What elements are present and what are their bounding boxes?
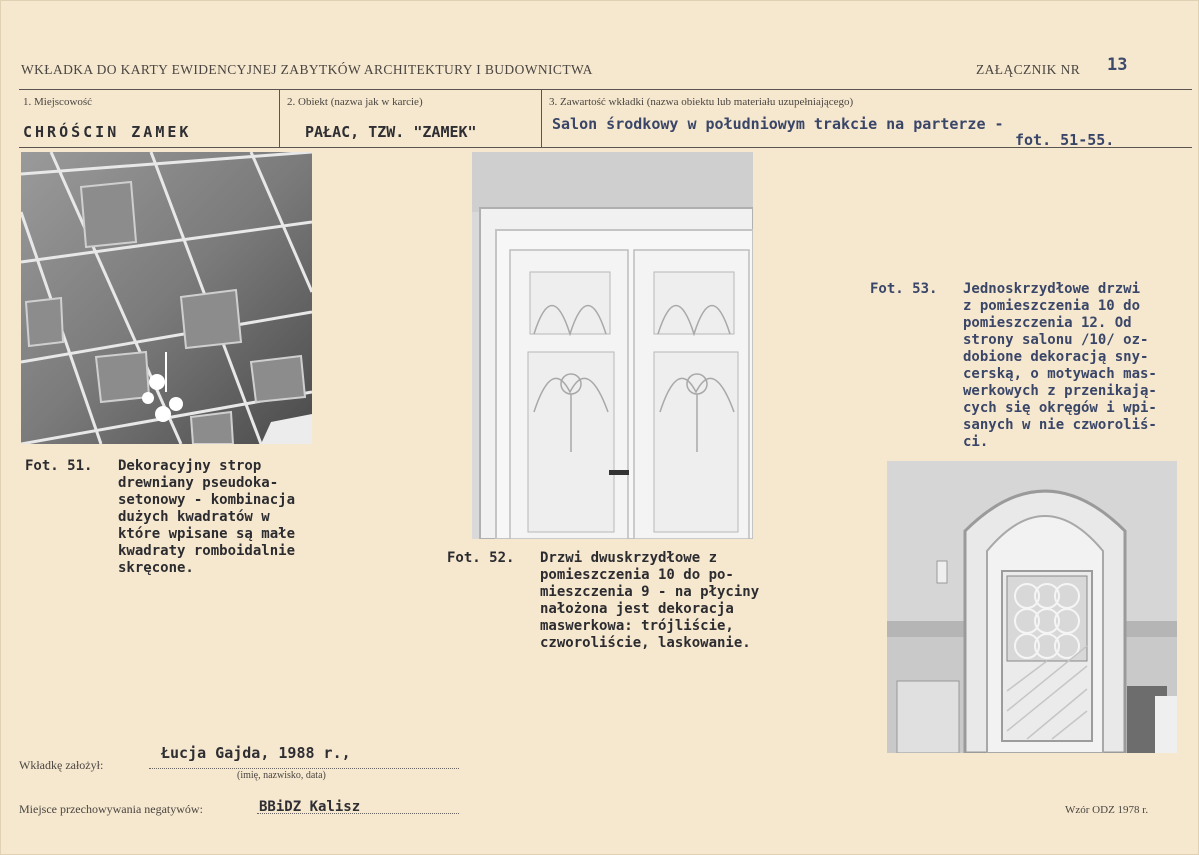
author-hint: (imię, nazwisko, data) (237, 770, 326, 781)
storage-label: Miejsce przechowywania negatywów: (19, 802, 203, 816)
field-3-label: 3. Zawartość wkładki (nazwa obiektu lub materiału uzupełniającego) (549, 96, 854, 108)
card-title: WKŁADKA DO KARTY EWIDENCYJNEJ ZABYTKÓW ARCHITEKTURY I BUDOWNICTWA (21, 62, 593, 77)
photo-single-door (887, 461, 1177, 753)
field-3-value-line1: Salon środkowy w południowym trakcie na parterze - (552, 115, 1004, 133)
top-rule (19, 89, 1192, 90)
caption-53-text: Jednoskrzydłowe drzwi z pomieszczenia 10 do pomieszczenia 12. Od strony salonu /10/ oz- dobione dekoracją sny- cerską, o motywach mas- werkowych z przenikają- cych się okręgów i wpi- sanych w nie czworoliś- ci. (963, 281, 1157, 450)
field-2-label: 2. Obiekt (nazwa jak w karcie) (287, 96, 423, 108)
field-1-value: CHRÓŚCIN ZAMEK (23, 123, 192, 141)
field-divider-2 (541, 89, 542, 147)
author-line (149, 768, 459, 769)
caption-52-text: Drzwi dwuskrzydłowe z pomieszczenia 10 do po- mieszczenia 9 - na płyciny nałożona jest dekoracja maswerkowa: trójliście, czworoliście, laskowanie. (540, 550, 760, 651)
caption-53-label: Fot. 53. (870, 281, 938, 297)
photo-ceiling (21, 152, 312, 444)
photo-double-door (472, 152, 753, 539)
field-divider-1 (279, 89, 280, 147)
author-label: Wkładkę założył: (19, 758, 104, 772)
caption-51-text: Dekoracyjny strop drewniany pseudoka- setonowy - kombinacja dużych kwadratów w które wpisane są małe kwadraty romboidalnie skręcone. (118, 458, 296, 576)
caption-51-label: Fot. 51. (25, 458, 93, 474)
field-3-value-line2: fot. 51-55. (1015, 131, 1115, 149)
storage-value: BBiDZ Kalisz (259, 799, 361, 815)
field-2-value: PAŁAC, TZW. "ZAMEK" (305, 123, 477, 141)
template-note: Wzór ODZ 1978 r. (1065, 804, 1149, 816)
storage-line (257, 813, 459, 814)
caption-52-label: Fot. 52. (447, 550, 515, 566)
annex-label: ZAŁĄCZNIK NR (976, 62, 1081, 77)
author-value: Łucja Gajda, 1988 r., (161, 744, 351, 762)
field-1-label: 1. Miejscowość (23, 96, 93, 108)
annex-number: 13 (1107, 55, 1128, 75)
